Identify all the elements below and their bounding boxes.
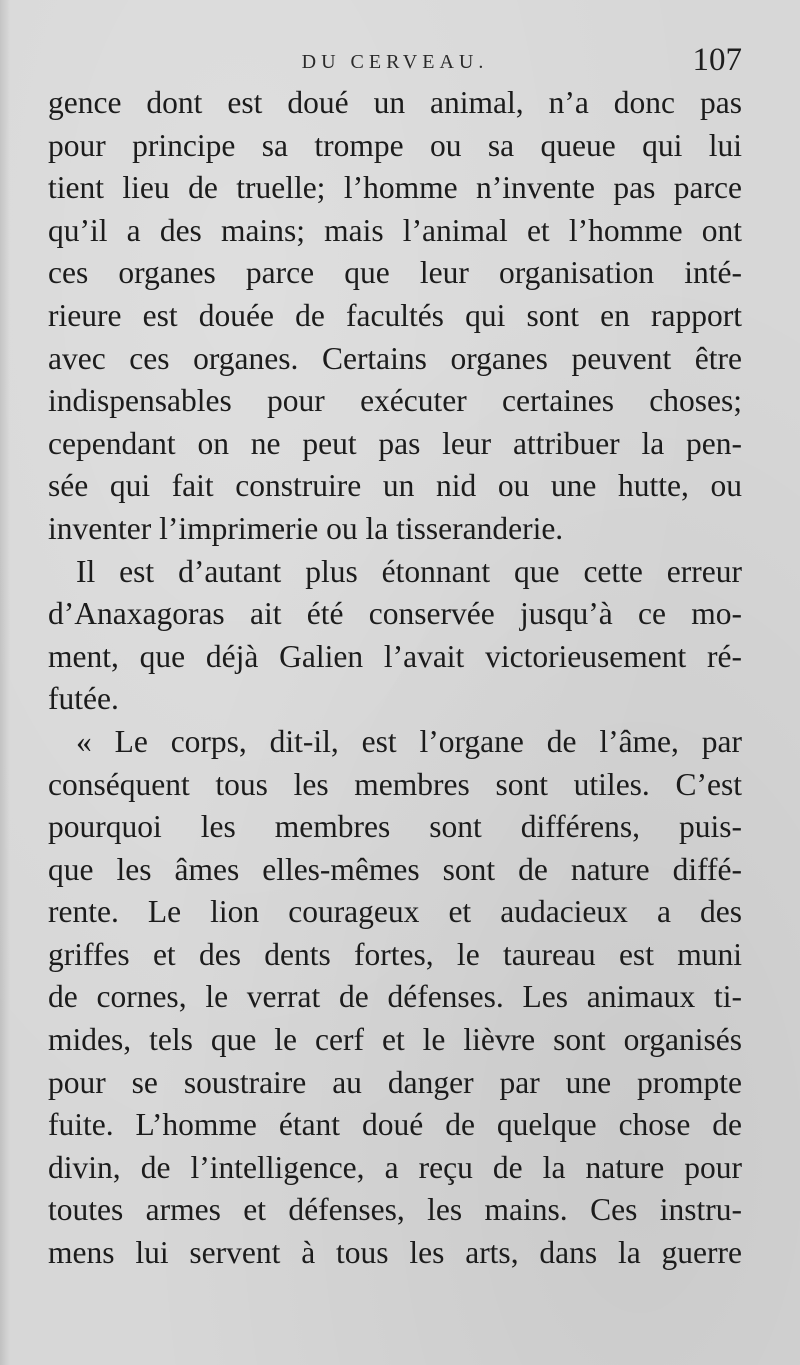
text-line: divin, de l’intelligence, a reçu de la nature pour [48,1149,742,1185]
text-line: indispensables pour exécuter certaines choses; [48,383,742,419]
text-line: griffes et des dents fortes, le taureau est muni [48,936,742,972]
page-number: 107 [692,42,742,78]
text-line-paragraph-start: Il est d’autant plus étonnant que cette erreur [76,553,742,589]
text-line: ces organes parce que leur organisation inté- [48,255,742,291]
text-line: avec ces organes. Certains organes peuvent être [48,340,742,376]
page-gutter-shadow [0,0,10,1365]
text-line-paragraph-end: futée. [48,681,119,717]
running-title: DU CERVEAU. [301,51,489,73]
text-line: mens lui servent à tous les arts, dans la guerre [48,1235,742,1271]
text-line: rieure est douée de facultés qui sont en rapport [48,297,742,333]
text-line: rente. Le lion courageux et audacieux a des [48,894,742,930]
text-line: de cornes, le verrat de défenses. Les animaux ti- [48,979,742,1015]
text-line: toutes armes et défenses, les mains. Ces instru- [48,1192,742,1228]
text-line: que les âmes elles-mêmes sont de nature diffé- [48,851,742,887]
text-line: ment, que déjà Galien l’avait victorieusement ré- [48,638,742,674]
text-line-paragraph-end: inventer l’imprimerie ou la tisseranderie. [48,510,564,546]
text-line: d’Anaxagoras ait été conservée jusqu’à ce mo- [48,596,742,632]
text-line: pourquoi les membres sont différens, puis- [48,809,742,845]
text-line: mides, tels que le cerf et le lièvre sont organisés [48,1022,742,1058]
text-line: conséquent tous les membres sont utiles. C’est [48,766,742,802]
text-line: qu’il a des mains; mais l’animal et l’homme ont [48,212,742,248]
text-line: pour se soustraire au danger par une prompte [48,1064,742,1100]
text-line: fuite. L’homme étant doué de quelque chose de [48,1107,742,1143]
text-line: tient lieu de truelle; l’homme n’invente pas parce [48,170,742,206]
body-text [48,82,742,1275]
text-line: sée qui fait construire un nid ou une hutte, ou [48,468,742,504]
running-header [48,42,742,82]
text-line: cependant on ne peut pas leur attribuer la pen- [48,425,742,461]
text-line: gence dont est doué un animal, n’a donc pas [48,85,742,120]
text-line-paragraph-start: « Le corps, dit-il, est l’organe de l’âme, par [76,723,742,759]
text-line: pour principe sa trompe ou sa queue qui lui [48,127,742,163]
